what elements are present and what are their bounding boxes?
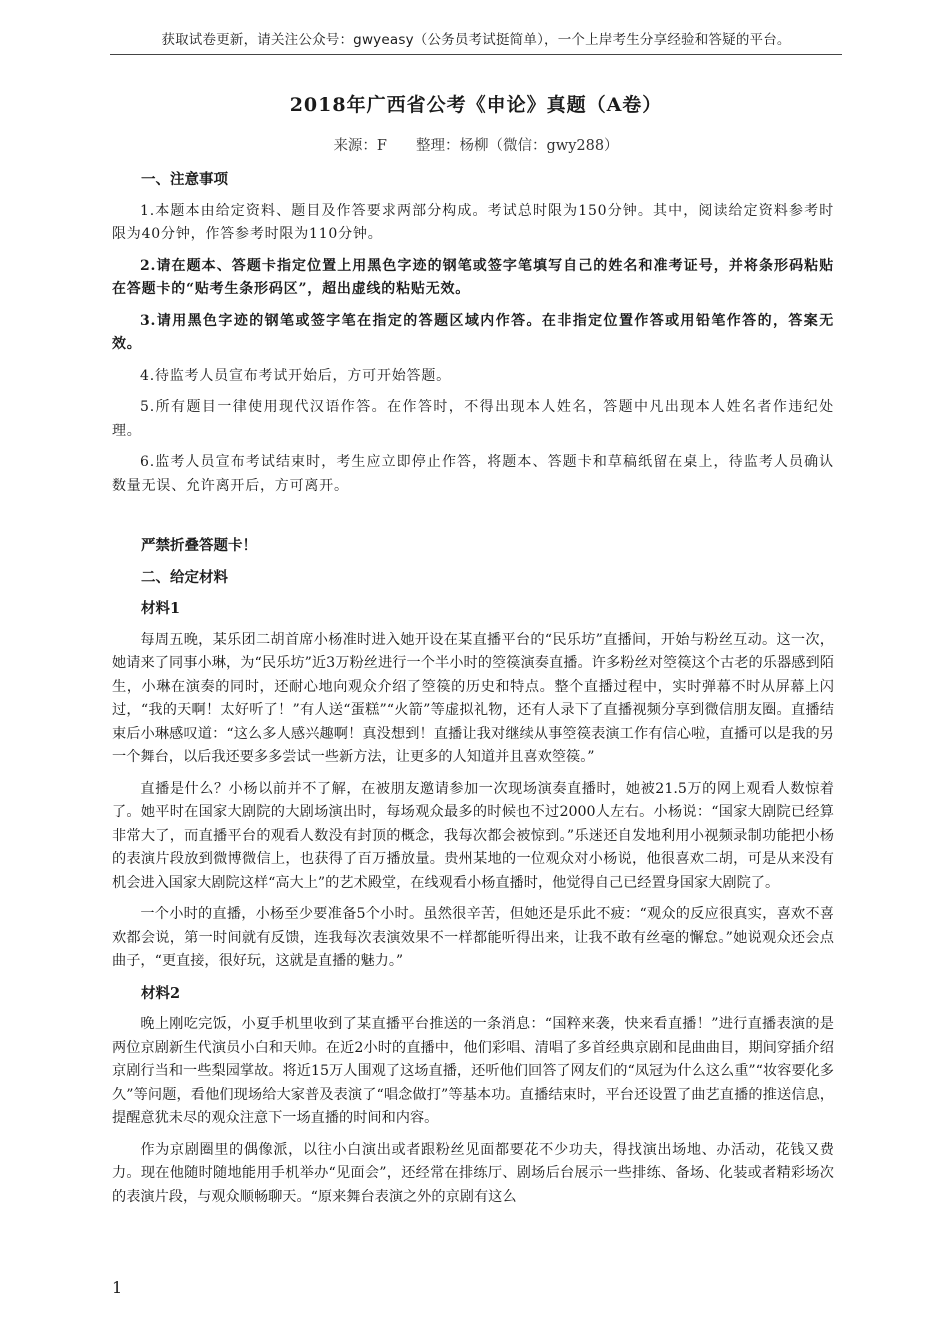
- material-1-label: 材料1: [141, 600, 181, 617]
- material-1-paragraph: 一个小时的直播，小杨至少要准备5个小时。虽然很辛苦，但她还是乐此不疲：“观众的反应很真实，喜欢不喜欢都会说，第一时间就有反馈，连我每次表演效果不一样都能听得出来，让我不敢有丝毫的懈怠。”她说观众还会点曲子，“更直接，很好玩，这就是直播的魅力。”: [112, 906, 834, 969]
- source-line: 来源：F 整理：杨柳（微信：gwy288）: [333, 138, 619, 154]
- document-body: [112, 168, 834, 1217]
- notice-item-1: 1.本题本由给定资料、题目及作答要求两部分构成。考试总时限为150分钟。其中，阅读给定资料参考时限为40分钟，作答参考时限为110分钟。: [112, 202, 834, 242]
- section-heading-materials: 二、给定材料: [141, 568, 228, 586]
- material-2-paragraph: 作为京剧圈里的偶像派，以往小白演出或者跟粉丝见面都要花不少功夫，得找演出场地、办活动，花钱又费力。现在他随时随地能用手机举办“见面会”，还经常在排练厅、剧场后台展示一些排练、备场、化装或者精彩场次的表演片段，与观众顺畅聊天。“原来舞台表演之外的京剧有这么: [112, 1141, 834, 1205]
- notice-item-4: 4.待监考人员宣布考试开始后，方可开始答题。: [140, 367, 451, 384]
- material-1-paragraph: 直播是什么？小杨以前并不了解，在被朋友邀请参加一次现场演奏直播时，她被21.5万的网上观看人数惊着了。她平时在国家大剧院的大剧场演出时，每场观众最多的时候也不过2000人左右。小杨说：“国家大剧院已经算非常大了，而直播平台的观看人数没有封顶的概念，我每次都会被惊到。”乐迷还自发地利用小视频录制功能把小杨的表演片段放到微博微信上，也获得了百万播放量。贵州某地的一位观众对小杨说，他很喜欢二胡，可是从来没有机会进入国家大剧院这样“高大上”的艺术殿堂，在线观看小杨直播时，他觉得自己已经置身国家大剧院了。: [112, 780, 834, 891]
- notice-item-3: 3.请用黑色字迹的钢笔或签字笔在指定的答题区域内作答。在非指定位置作答或用铅笔作答的，答案无效。: [112, 312, 834, 352]
- notice-item-2: 2.请在题本、答题卡指定位置上用黑色字迹的钢笔或签字笔填写自己的姓名和准考证号，并将条形码粘贴在答题卡的“贴考生条形码区”，超出虚线的粘贴无效。: [112, 257, 834, 297]
- header-notice: 获取试卷更新，请关注公众号：gwyeasy（公务员考试挺简单），一个上岸考生分享经验和答疑的平台。: [110, 28, 842, 55]
- spacer: [112, 506, 834, 534]
- material-2-label: 材料2: [141, 984, 181, 1002]
- material-1-paragraph: 每周五晚，某乐团二胡首席小杨准时进入她开设在某直播平台的“民乐坊”直播间，开始与粉丝互动。这一次，她请来了同事小琳，为“民乐坊”近3万粉丝进行一个半小时的箜篌演奏直播。许多粉丝对箜篌这个古老的乐器感到陌生，小琳在演奏的同时，还耐心地向观众介绍了箜篌的历史和特点。整个直播过程中，实时弹幕不时从屏幕上闪过，“我的天啊！太好听了！”有人送“蛋糕”“火箭”等虚拟礼物，还有人录下了直播视频分享到微信朋友圈。直播结束后小琳感叹道：“这么多人感兴趣啊！真没想到！直播让我对继续从事箜篌表演工作有信心啦，直播可以是我的另一个舞台，以后我还要多多尝试一些新方法，让更多的人知道并且喜欢箜篌。”: [112, 631, 834, 765]
- notice-item-5: 5.所有题目一律使用现代汉语作答。在作答时，不得出现本人姓名，答题中凡出现本人姓名者作违纪处理。: [112, 399, 834, 439]
- notice-item-6: 6.监考人员宣布考试结束时，考生应立即停止作答，将题本、答题卡和草稿纸留在桌上，待监考人员确认数量无误、允许离开后，方可离开。: [112, 454, 834, 494]
- page-number: 1: [112, 1278, 123, 1297]
- warning-text: 严禁折叠答题卡！: [141, 537, 257, 554]
- material-2-paragraph: 晚上刚吃完饭，小夏手机里收到了某直播平台推送的一条消息：“国粹来袭，快来看直播！”进行直播表演的是两位京剧新生代演员小白和天帅。在近2小时的直播中，他们彩唱、清唱了多首经典京剧和昆曲曲目，期间穿插介绍京剧行当和一些梨园掌故。将近15万人围观了这场直播，还听他们回答了网友们的“凤冠为什么这么重”“妆容要化多久”等问题，看他们现场给大家普及表演了“唱念做打”等基本功。直播结束时，平台还设置了曲艺直播的推送信息，提醒意犹未尽的观众注意下一场直播的时间和内容。: [112, 1016, 834, 1126]
- section-heading-notice: 一、注意事项: [141, 171, 228, 188]
- page-title: 2018年广西省公考《申论》真题（A卷）: [289, 94, 663, 116]
